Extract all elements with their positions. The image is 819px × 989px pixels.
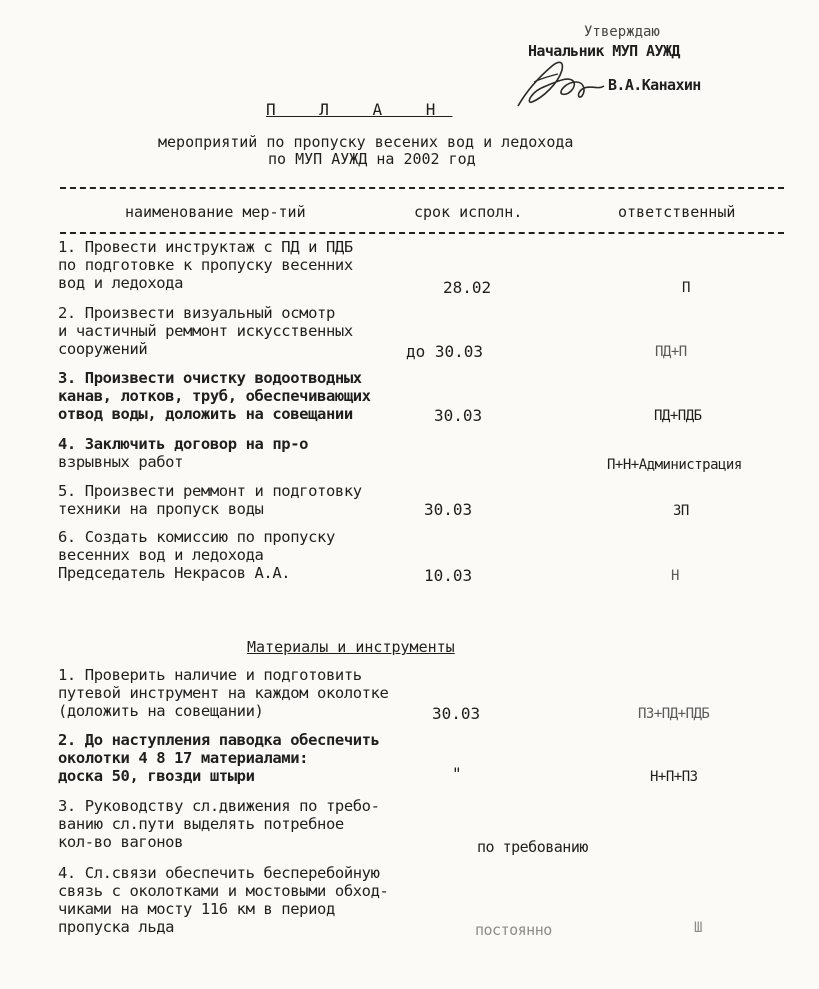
- material-item-3-line: 3. Руководству сл.движения по требо-: [58, 797, 380, 815]
- material-item-1-deadline: 30.03: [432, 704, 481, 723]
- header-rule-top: [60, 187, 784, 189]
- plan-item-4-line: 4. Заключить договор на пр-о: [58, 435, 309, 453]
- plan-item-6-responsible: Н: [671, 568, 679, 584]
- header-responsible: ответственный: [618, 203, 736, 221]
- plan-item-2-deadline: до 30.03: [406, 342, 484, 361]
- approval-signatory: В.А.Канахин: [608, 76, 701, 94]
- subtitle-line-1: мероприятий по пропуску весених вод и ледохода: [158, 133, 574, 151]
- material-item-3: [58, 797, 380, 851]
- plan-item-5-line: 5. Произвести реммонт и подготовку: [58, 482, 362, 500]
- material-item-2-line: 2. До наступления паводка обеспечить: [58, 731, 380, 749]
- plan-item-1-deadline: 28.02: [443, 278, 492, 297]
- plan-item-3: [58, 369, 371, 423]
- plan-item-2: [58, 304, 353, 358]
- material-item-4: [58, 864, 388, 936]
- plan-item-5-deadline: 30.03: [424, 500, 473, 519]
- plan-item-4-responsible: П+Н+Администрация: [607, 457, 742, 473]
- plan-item-3-line: отвод воды, доложить на совещании: [58, 405, 353, 423]
- plan-item-5-responsible: ЗП: [673, 503, 689, 519]
- material-item-4-deadline: постоянно: [475, 921, 552, 939]
- plan-item-3-deadline: 30.03: [434, 406, 483, 425]
- material-item-1: [58, 666, 388, 720]
- plan-item-2-responsible: ПД+П: [655, 344, 687, 360]
- plan-item-1-responsible: П: [682, 280, 690, 296]
- plan-item-3-line: 3. Произвести очистку водоотводных: [58, 369, 362, 387]
- subtitle-line-2: по МУП АУЖД на 2002 год: [268, 150, 476, 168]
- plan-item-6: [58, 528, 335, 582]
- material-item-2-line: околотки 4 8 17 материалами:: [58, 749, 309, 767]
- plan-item-5: [58, 482, 362, 518]
- material-item-1-line: (доложить на совещании): [58, 702, 264, 720]
- plan-item-6-deadline: 10.03: [424, 566, 473, 585]
- material-item-1-line: путевой инструмент на каждом околотке: [58, 684, 389, 702]
- header-rule-bottom: [60, 232, 784, 234]
- plan-subtitle: [158, 134, 598, 168]
- section-materials-title: Материалы и инструменты: [247, 638, 455, 656]
- material-item-3-line: кол-во вагонов: [58, 833, 184, 851]
- plan-item-2-line: и частичный реммонт искусственных: [58, 322, 353, 340]
- material-item-4-line: 4. Сл.связи обеспечить бесперебойную: [58, 864, 380, 882]
- plan-item-6-line: весенних вод и ледохода: [58, 546, 264, 564]
- plan-item-4: [58, 435, 308, 471]
- plan-item-2-line: 2. Произвести визуальный осмотр: [58, 304, 335, 322]
- material-item-4-line: чиками на мосту 116 км в период: [58, 900, 335, 918]
- plan-item-1-line: по подготовке к пропуску весенних: [58, 256, 353, 274]
- plan-item-6-line: Председатель Некрасов А.А.: [58, 564, 291, 582]
- approval-label: Утверждаю: [584, 24, 660, 40]
- material-item-1-line: 1. Проверить наличие и подготовить: [58, 666, 362, 684]
- material-item-2-responsible: Н+П+ПЗ: [650, 769, 698, 785]
- handwritten-signature: [512, 52, 608, 112]
- material-item-1-responsible: ПЗ+ПД+ПДБ: [638, 706, 710, 722]
- material-item-3-line: ванию сл.пути выделять потребное: [58, 815, 344, 833]
- approval-position: Начальник МУП АУЖД: [528, 42, 680, 60]
- material-item-4-line: связь с околотками и мостовыми обход-: [58, 882, 389, 900]
- material-item-4-responsible: Ш: [694, 920, 702, 936]
- plan-item-1-line: вод и ледохода: [58, 274, 184, 292]
- header-deadline: срок исполн.: [414, 203, 523, 221]
- plan-item-1: [58, 238, 353, 292]
- plan-title: П Л А Н: [266, 100, 453, 119]
- header-name: наименование мер-тий: [125, 203, 306, 221]
- plan-item-1-line: 1. Провести инструктаж с ПД и ПДБ: [58, 238, 353, 256]
- plan-item-4-line: взрывных работ: [58, 453, 184, 471]
- plan-item-3-responsible: ПД+ПДБ: [654, 408, 702, 424]
- material-item-2: [58, 731, 380, 785]
- plan-item-6-line: 6. Создать комиссию по пропуску: [58, 528, 335, 546]
- plan-item-2-line: сооружений: [58, 340, 148, 358]
- material-item-3-deadline: по требованию: [477, 838, 588, 856]
- plan-item-5-line: техники на пропуск воды: [58, 500, 264, 518]
- material-item-4-line: пропуска льда: [58, 918, 175, 936]
- material-item-2-deadline: ": [452, 764, 462, 783]
- plan-item-3-line: канав, лотков, труб, обеспечивающих: [58, 387, 371, 405]
- material-item-2-line: доска 50, гвозди штыри: [58, 767, 255, 785]
